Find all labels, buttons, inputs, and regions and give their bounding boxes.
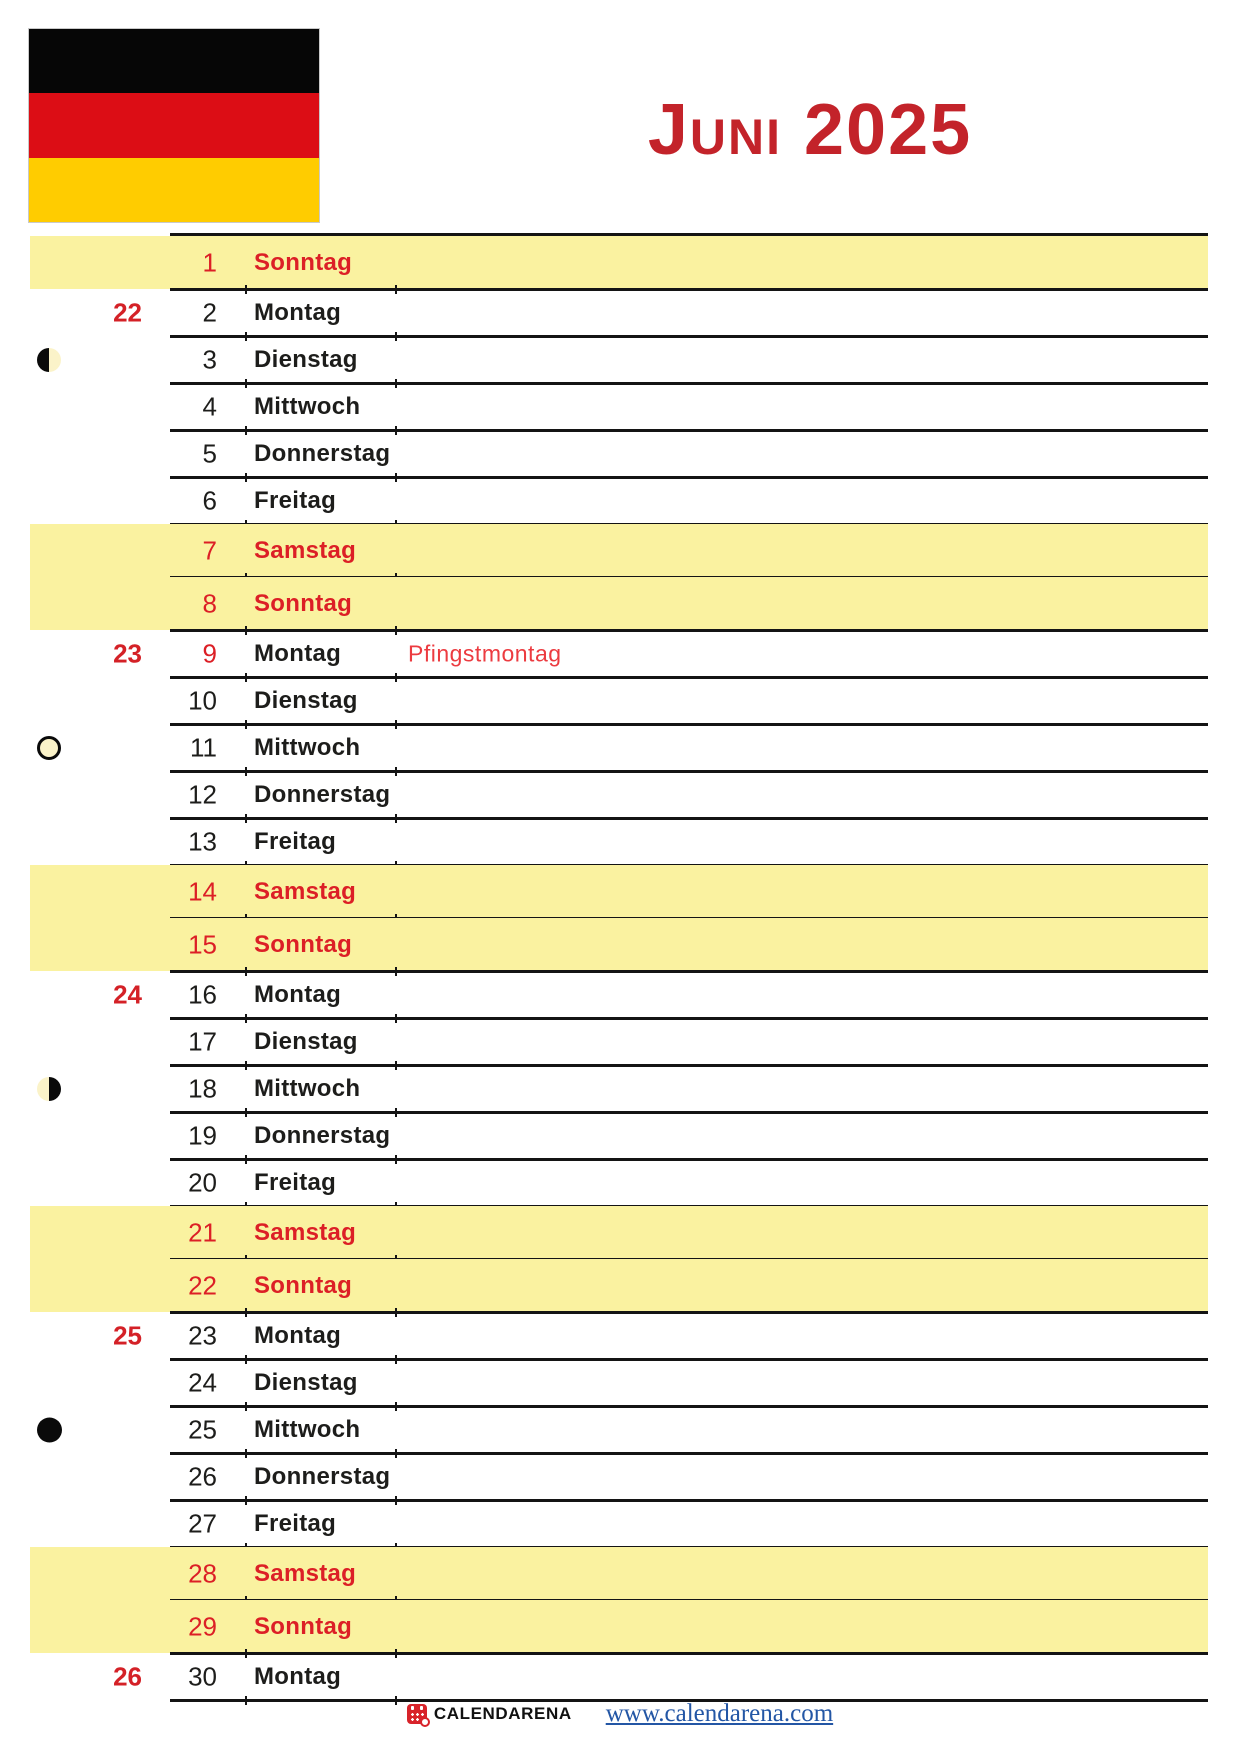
calendar-rows (30, 236, 1208, 1700)
calendar-row (30, 1453, 1208, 1500)
day-number: 1 (202, 247, 217, 277)
day-name: Montag (254, 639, 342, 667)
day-number: 15 (188, 929, 217, 959)
day-name: Freitag (254, 827, 337, 855)
calendar-row (30, 236, 1208, 289)
website-link[interactable]: www.calendarena.com (605, 1700, 834, 1727)
calendar-row (30, 1653, 1208, 1700)
day-number: 13 (188, 826, 217, 856)
day-number: 17 (188, 1026, 217, 1056)
calendar-row (30, 1600, 1208, 1653)
day-number: 21 (188, 1217, 217, 1247)
calendar-row (30, 1259, 1208, 1312)
day-name: Sonntag (254, 1612, 353, 1640)
calendar-row (30, 383, 1208, 430)
day-name: Samstag (254, 877, 357, 905)
calendar-row (30, 771, 1208, 818)
day-number: 23 (188, 1320, 217, 1350)
page-footer (0, 1700, 1240, 1728)
brand-name: CALENDARENA (433, 1704, 572, 1723)
day-number: 27 (188, 1508, 217, 1538)
day-number: 20 (188, 1167, 217, 1197)
day-number: 6 (202, 485, 217, 515)
calendar-row (30, 724, 1208, 771)
day-name: Dienstag (254, 1027, 358, 1055)
day-name: Samstag (254, 1218, 357, 1246)
day-name: Sonntag (254, 589, 353, 617)
flag-stripe-red (29, 93, 319, 157)
day-name: Samstag (254, 1559, 357, 1587)
day-name: Montag (254, 1321, 342, 1349)
page-title: Juni 2025 (647, 90, 973, 170)
german-flag (29, 29, 319, 222)
day-number: 18 (188, 1073, 217, 1103)
calendar-row (30, 1359, 1208, 1406)
calendar-row (30, 818, 1208, 865)
day-name: Freitag (254, 1168, 337, 1196)
day-number: 4 (202, 391, 217, 421)
calendar-row (30, 336, 1208, 383)
day-number: 24 (188, 1367, 217, 1397)
calendar-row (30, 630, 1208, 677)
week-number: 25 (113, 1320, 142, 1350)
day-number: 10 (188, 685, 217, 715)
calendar-row (30, 971, 1208, 1018)
day-name: Samstag (254, 536, 357, 564)
calendar-row (30, 577, 1208, 630)
calendar-row (30, 430, 1208, 477)
day-number: 14 (188, 876, 217, 906)
day-number: 26 (188, 1461, 217, 1491)
day-number: 5 (202, 438, 217, 468)
day-name: Montag (254, 980, 342, 1008)
day-name: Mittwoch (254, 392, 361, 420)
calendar-row (30, 918, 1208, 971)
flag-stripe-gold (29, 158, 319, 222)
day-number: 22 (188, 1270, 217, 1300)
day-name: Mittwoch (254, 1415, 361, 1443)
day-name: Montag (254, 298, 342, 326)
day-number: 3 (202, 344, 217, 374)
day-name: Dienstag (254, 686, 358, 714)
first-quarter-moon-icon (37, 348, 61, 372)
day-name: Dienstag (254, 345, 358, 373)
day-number: 9 (202, 638, 217, 668)
calendar-row (30, 289, 1208, 336)
day-name: Freitag (254, 486, 337, 514)
calendar-row (30, 1112, 1208, 1159)
day-name: Donnerstag (254, 1121, 391, 1149)
day-name: Mittwoch (254, 733, 361, 761)
brand-logo (407, 1704, 572, 1724)
flag-stripe-black (29, 29, 319, 93)
calendar-row (30, 1312, 1208, 1359)
day-number: 30 (188, 1661, 217, 1691)
calendar-row (30, 865, 1208, 918)
calendar-row (30, 1065, 1208, 1112)
day-number: 12 (188, 779, 217, 809)
day-number: 29 (188, 1611, 217, 1641)
day-name: Donnerstag (254, 439, 391, 467)
day-name: Sonntag (254, 1271, 353, 1299)
day-number: 2 (202, 297, 217, 327)
calendar-row (30, 524, 1208, 577)
day-name: Montag (254, 1662, 342, 1690)
calendar-row (30, 1406, 1208, 1453)
calendar-row (30, 1500, 1208, 1547)
day-number: 8 (202, 588, 217, 618)
calendar-table (30, 236, 1208, 1700)
day-name: Dienstag (254, 1368, 358, 1396)
calendar-row (30, 1206, 1208, 1259)
clock-icon (420, 1717, 430, 1727)
calendar-icon (407, 1704, 427, 1724)
calendar-row (30, 477, 1208, 524)
day-name: Donnerstag (254, 780, 391, 808)
day-number: 28 (188, 1558, 217, 1588)
day-name: Donnerstag (254, 1462, 391, 1490)
day-name: Mittwoch (254, 1074, 361, 1102)
day-name: Freitag (254, 1509, 337, 1537)
day-number: 7 (202, 535, 217, 565)
calendar-row (30, 677, 1208, 724)
new-moon-icon (37, 1417, 62, 1442)
day-number: 11 (190, 732, 217, 762)
holiday-label: Pfingstmontag (408, 640, 562, 666)
week-number: 26 (113, 1661, 142, 1691)
day-name: Sonntag (254, 248, 353, 276)
calendar-row (30, 1018, 1208, 1065)
week-number: 22 (113, 297, 142, 327)
last-quarter-moon-icon (37, 1077, 61, 1101)
calendar-row (30, 1547, 1208, 1600)
week-number: 23 (113, 638, 142, 668)
day-name: Sonntag (254, 930, 353, 958)
day-number: 25 (188, 1414, 217, 1444)
calendar-row (30, 1159, 1208, 1206)
day-number: 16 (188, 979, 217, 1009)
day-number: 19 (188, 1120, 217, 1150)
week-number: 24 (113, 979, 142, 1009)
full-moon-icon (37, 736, 61, 760)
